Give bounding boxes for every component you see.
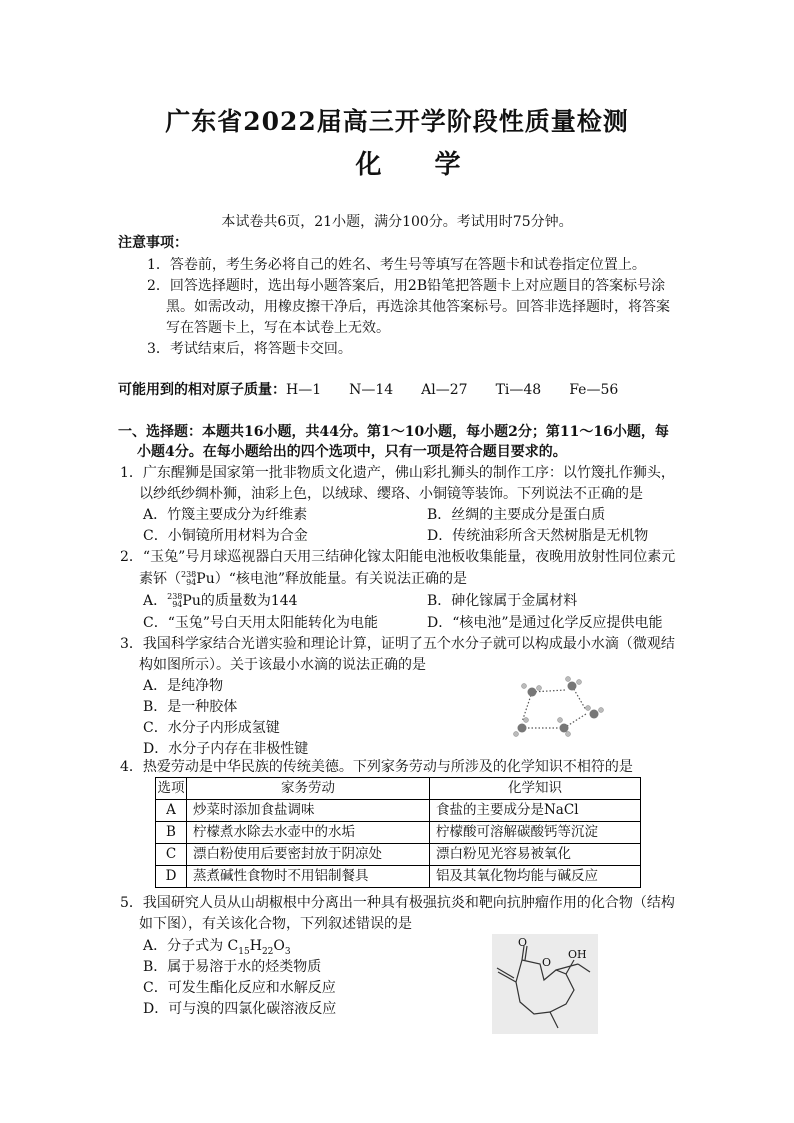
hydroxyl-label: OH: [568, 948, 587, 961]
table-cell: 漂白粉见光容易被氧化: [430, 844, 641, 866]
exam-intro: 本试卷共6页，21小题，满分100分。考试用时75分钟。: [221, 214, 573, 230]
q1-stem: 1．广东醒狮是国家第一批非物质文化遗产，佛山彩扎狮头的制作工序：以竹篾扎作狮头，: [120, 465, 675, 481]
notice-item: 1．答卷前，考生务必将自己的姓名、考生号等填写在答题卡和试卷指定位置上。: [147, 257, 646, 273]
q3-option-d: D．水分子内存在非极性键: [143, 741, 309, 757]
table-row: [156, 800, 641, 822]
notice-item: 黑。如需改动，用橡皮擦干净后，再选涂其他答案标号。回答非选择题时，将答案: [166, 299, 670, 315]
q2-option-c: C．“玉兔”号白天用太阳能转化为电能: [143, 615, 379, 631]
table-header: 选项: [156, 778, 187, 800]
isotope-number: 94: [186, 578, 197, 587]
q3-option-a: A．是纯净物: [143, 678, 224, 694]
q1-option-b: B．丝绸的主要成分是蛋白质: [427, 507, 606, 523]
water-cluster-diagram: [510, 672, 618, 742]
molecule-structure: [492, 934, 598, 1034]
subscript: 22: [261, 946, 274, 957]
q3-stem-cont: 构如图所示）。关于该最小水滴的说法正确的是: [139, 657, 426, 673]
formula-part: H: [249, 938, 262, 954]
q3-option-b: B．是一种胶体: [143, 699, 238, 715]
q1-stem-cont: 以纱纸纱绸朴狮，油彩上色，以绒球、缨珞、小铜镜等装饰。下列说法不正确的是: [139, 486, 643, 502]
table-header: 化学知识: [430, 778, 641, 800]
q2-option-d: D．“核电池”是通过化学反应提供电能: [427, 615, 663, 631]
q5-stem-cont: 如下图），有关该化合物，下列叙述错误的是: [139, 916, 412, 932]
section-heading-cont: 小题4分。在每小题给出的四个选项中，只有一项是符合题目要求的。: [137, 444, 567, 460]
subscript: 3: [284, 946, 291, 957]
q2-stem-cont: [139, 569, 467, 589]
table-cell: C: [156, 844, 187, 866]
notice-item: 3．考试结束后，将答题卡交回。: [147, 341, 352, 357]
q2-text: ）“核电池”释放能量。有关说法正确的是: [214, 571, 468, 587]
ring-o-label: O: [542, 956, 552, 969]
table-cell: 炒菜时添加食盐调味: [187, 800, 430, 822]
q5-stem: 5．我国研究人员从山胡椒根中分离出一种具有极强抗炎和靶向抗肿瘤作用的化合物（结构: [120, 895, 675, 911]
option-letter: A．: [143, 593, 168, 609]
table-cell: D: [156, 866, 187, 888]
q3-option-c: C．水分子内形成氢键: [143, 720, 280, 736]
atomic-mass-values: H—1 N—14 Al—27 Ti—48 Fe—56: [286, 382, 619, 398]
carbonyl-o-label: O: [518, 936, 528, 949]
q1-option-d: D．传统油彩所含天然树脂是无机物: [427, 528, 649, 544]
table-cell: 铝及其氧化物均能与碱反应: [430, 866, 641, 888]
table-row: [156, 822, 641, 844]
q4-table: [155, 777, 641, 888]
q3-stem: 3．我国科学家结合光谱实验和理论计算，证明了五个水分子就可以构成最小水滴（微观结: [120, 636, 675, 652]
subscript: 15: [238, 946, 250, 957]
table-cell: 蒸煮碱性食物时不用铝制餐具: [187, 866, 430, 888]
q2-option-a: [143, 591, 298, 611]
section-heading: 一、选择题：本题共16小题，共44分。第1～10小题，每小题2分；第11～16小题，每: [118, 424, 669, 440]
table-cell: B: [156, 822, 187, 844]
q1-option-c: C．小铜镜所用材料为合金: [143, 528, 308, 544]
isotope-nums: [181, 571, 196, 587]
notice-heading: 注意事项：: [118, 235, 188, 251]
atomic-mass-label: 可能用到的相对原子质量：: [118, 382, 286, 398]
table-cell: 柠檬酸可溶解碳酸钙等沉淀: [430, 822, 641, 844]
table-header-row: [156, 778, 641, 800]
option-text: A．分子式为 C: [143, 938, 239, 954]
q2-stem: 2．“玉兔”号月球巡视器白天用三结砷化镓太阳能电池板收集能量，夜晚用放射性同位素元: [120, 549, 676, 565]
isotope-mass: 238: [181, 570, 197, 579]
q2-text: 素钚（: [139, 571, 181, 587]
formula-part: O: [273, 938, 285, 954]
table-cell: 食盐的主要成分是NaCl: [430, 800, 641, 822]
q2-option-b: B．砷化镓属于金属材料: [427, 593, 578, 609]
q5-option-b: B．属于易溶于水的烃类物质: [143, 959, 322, 975]
option-text: 的质量数为144: [200, 593, 298, 609]
table-cell: 漂白粉使用后要密封放于阴凉处: [187, 844, 430, 866]
isotope-symbol: Pu: [182, 593, 201, 609]
table-header: 家务劳动: [187, 778, 430, 800]
table-cell: 柠檬煮水除去水壶中的水垢: [187, 822, 430, 844]
isotope-number: 94: [172, 600, 183, 609]
subject-title: 化 学: [355, 150, 483, 180]
notice-item: 写在答题卡上，写在本试卷上无效。: [166, 320, 390, 336]
q4-stem: 4．热爱劳动是中华民族的传统美德。下列家务劳动与所涉及的化学知识不相符的是: [120, 759, 633, 775]
table-row: [156, 844, 641, 866]
atomic-mass-line: [118, 380, 618, 400]
q5-option-c: C．可发生酯化反应和水解反应: [143, 980, 336, 996]
q5-option-d: D．可与溴的四氯化碳溶液反应: [143, 1001, 337, 1017]
q1-option-a: A．竹篾主要成分为纤维素: [143, 507, 308, 523]
isotope-symbol: Pu: [196, 571, 215, 587]
exam-title: 广东省2022届高三开学阶段性质量检测: [165, 107, 629, 136]
isotope-nums: [167, 593, 182, 609]
table-row: [156, 866, 641, 888]
notice-item: 2．回答选择题时，选出每小题答案后，用2B铅笔把答题卡上对应题目的答案标号涂: [147, 278, 666, 294]
table-cell: A: [156, 800, 187, 822]
isotope-mass: 238: [167, 592, 183, 601]
